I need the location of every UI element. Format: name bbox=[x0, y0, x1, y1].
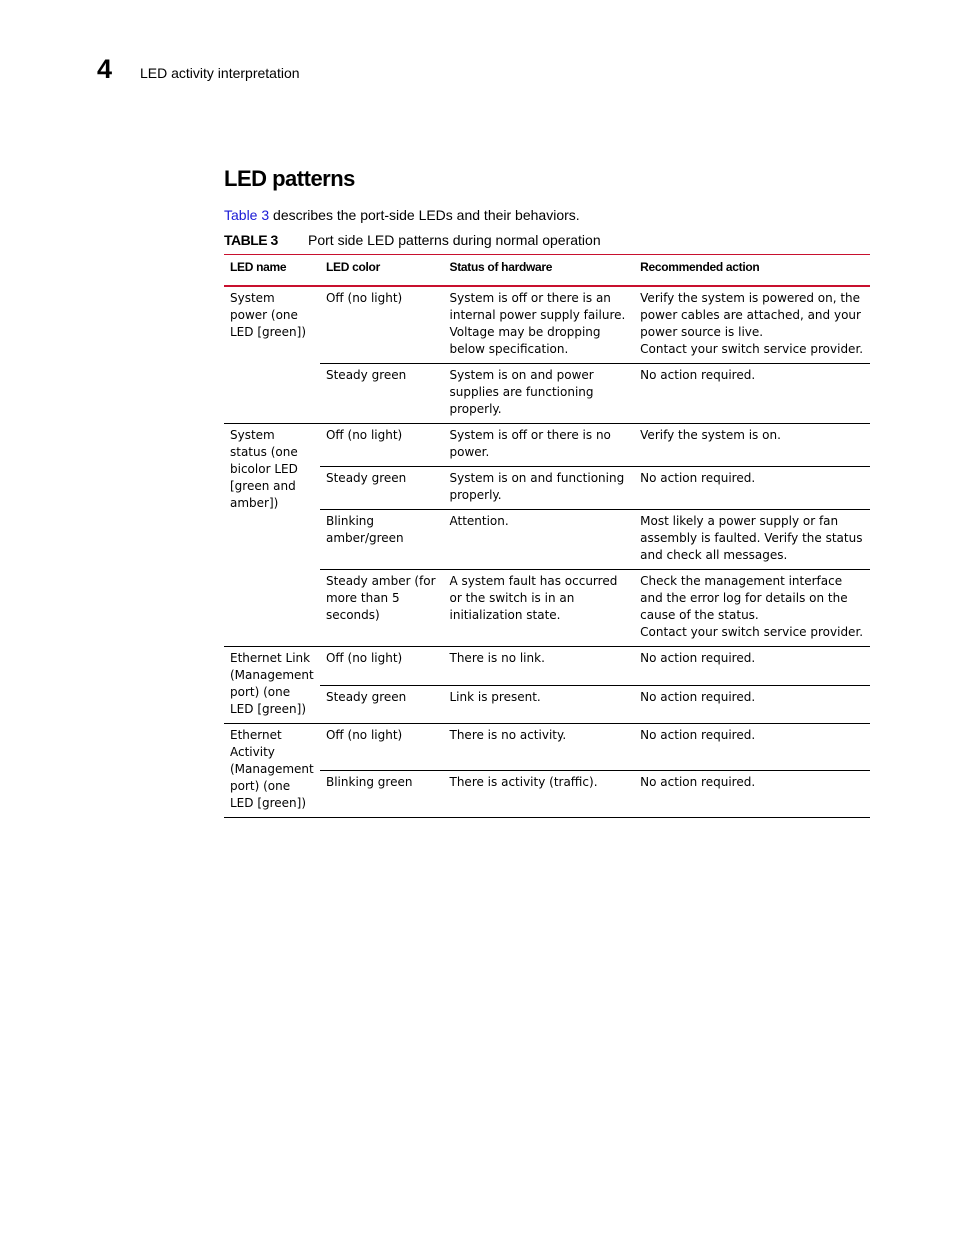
action-text: Contact your switch service provider. bbox=[640, 342, 864, 356]
action-text: No action required. bbox=[640, 471, 756, 485]
led-color-cell: Blinking amber/green bbox=[320, 510, 444, 570]
action-text: No action required. bbox=[640, 728, 756, 742]
status-text: There is no link. bbox=[449, 651, 545, 665]
action-text: No action required. bbox=[640, 689, 756, 704]
column-header-led-name: LED name bbox=[224, 255, 320, 287]
intro-paragraph bbox=[224, 207, 580, 223]
table-row bbox=[224, 647, 870, 686]
status-text: Attention. bbox=[449, 514, 509, 528]
led-color-cell: Steady green bbox=[320, 467, 444, 510]
table-row bbox=[224, 364, 870, 424]
status-cell bbox=[444, 685, 635, 724]
status-text: There is no activity. bbox=[449, 728, 567, 742]
action-cell bbox=[634, 286, 870, 364]
status-text: There is activity (traffic). bbox=[449, 775, 598, 789]
action-cell bbox=[634, 424, 870, 467]
table-row bbox=[224, 771, 870, 818]
led-color-cell: Steady amber (for more than 5 seconds) bbox=[320, 570, 444, 647]
status-cell bbox=[444, 364, 635, 424]
table-row bbox=[224, 286, 870, 364]
status-cell bbox=[444, 647, 635, 686]
intro-text: describes the port-side LEDs and their behaviors. bbox=[269, 207, 580, 223]
table-row bbox=[224, 510, 870, 570]
action-cell bbox=[634, 467, 870, 510]
table-row bbox=[224, 685, 870, 724]
action-text: No action required. bbox=[640, 368, 756, 382]
action-cell bbox=[634, 570, 870, 647]
led-patterns-table bbox=[224, 254, 870, 818]
action-cell bbox=[634, 685, 870, 724]
action-text: Contact your switch service provider. bbox=[640, 625, 864, 639]
action-cell bbox=[634, 724, 870, 771]
column-header-action: Recommended action bbox=[634, 255, 870, 287]
status-cell bbox=[444, 771, 635, 818]
status-text: System is on and power supplies are functioning properly. bbox=[449, 368, 594, 416]
table-caption bbox=[224, 232, 870, 248]
action-text: Verify the system is powered on, the power cables are attached, and your power source is live. bbox=[640, 291, 861, 339]
section-title: LED patterns bbox=[224, 166, 355, 191]
action-text: Most likely a power supply or fan assembly is faulted. Verify the status and check all messages. bbox=[640, 514, 863, 562]
table-header-row bbox=[224, 255, 870, 287]
table-row bbox=[224, 424, 870, 467]
action-cell bbox=[634, 647, 870, 686]
status-text: System is on and functioning properly. bbox=[449, 471, 625, 502]
led-color-cell: Blinking green bbox=[320, 771, 444, 818]
status-cell bbox=[444, 467, 635, 510]
column-header-led-color: LED color bbox=[320, 255, 444, 287]
led-name-cell: Ethernet Activity (Management port) (one LED [green]) bbox=[224, 724, 320, 818]
status-cell bbox=[444, 510, 635, 570]
action-cell bbox=[634, 771, 870, 818]
table-row bbox=[224, 570, 870, 647]
led-color-cell: Off (no light) bbox=[320, 286, 444, 364]
action-cell bbox=[634, 364, 870, 424]
action-text: No action required. bbox=[640, 651, 756, 665]
led-name-cell: System power (one LED [green]) bbox=[224, 286, 320, 424]
status-text: Link is present. bbox=[449, 689, 541, 704]
led-color-cell: Off (no light) bbox=[320, 724, 444, 771]
table-reference-link[interactable]: Table 3 bbox=[224, 207, 270, 223]
status-text: Voltage may be dropping below specification. bbox=[449, 325, 601, 356]
led-color-cell: Off (no light) bbox=[320, 424, 444, 467]
action-text: No action required. bbox=[640, 775, 756, 789]
status-text: System is off or there is no power. bbox=[449, 428, 611, 459]
led-name-cell: System status (one bicolor LED [green and amber]) bbox=[224, 424, 320, 647]
led-color-cell: Off (no light) bbox=[320, 647, 444, 686]
action-text: Check the management interface and the error log for details on the cause of the status. bbox=[640, 574, 848, 622]
action-cell bbox=[634, 510, 870, 570]
status-cell bbox=[444, 724, 635, 771]
table-row bbox=[224, 467, 870, 510]
led-name-cell: Ethernet Link (Management port) (one LED [green]) bbox=[224, 647, 320, 724]
status-text: System is off or there is an internal power supply failure. bbox=[449, 291, 626, 322]
table-caption-text: Port side LED patterns during normal operation bbox=[308, 232, 601, 248]
status-cell bbox=[444, 570, 635, 647]
column-header-status: Status of hardware bbox=[444, 255, 635, 287]
table-label: TABLE 3 bbox=[224, 232, 278, 248]
status-cell bbox=[444, 424, 635, 467]
status-text: A system fault has occurred or the switch is in an initialization state. bbox=[449, 574, 618, 622]
led-color-cell: Steady green bbox=[320, 364, 444, 424]
chapter-title: LED activity interpretation bbox=[140, 65, 300, 81]
led-color-cell: Steady green bbox=[320, 685, 444, 724]
status-cell bbox=[444, 286, 635, 364]
table-body bbox=[224, 286, 870, 818]
chapter-number: 4 bbox=[97, 54, 113, 84]
table-row bbox=[224, 724, 870, 771]
action-text: Verify the system is on. bbox=[640, 428, 781, 442]
